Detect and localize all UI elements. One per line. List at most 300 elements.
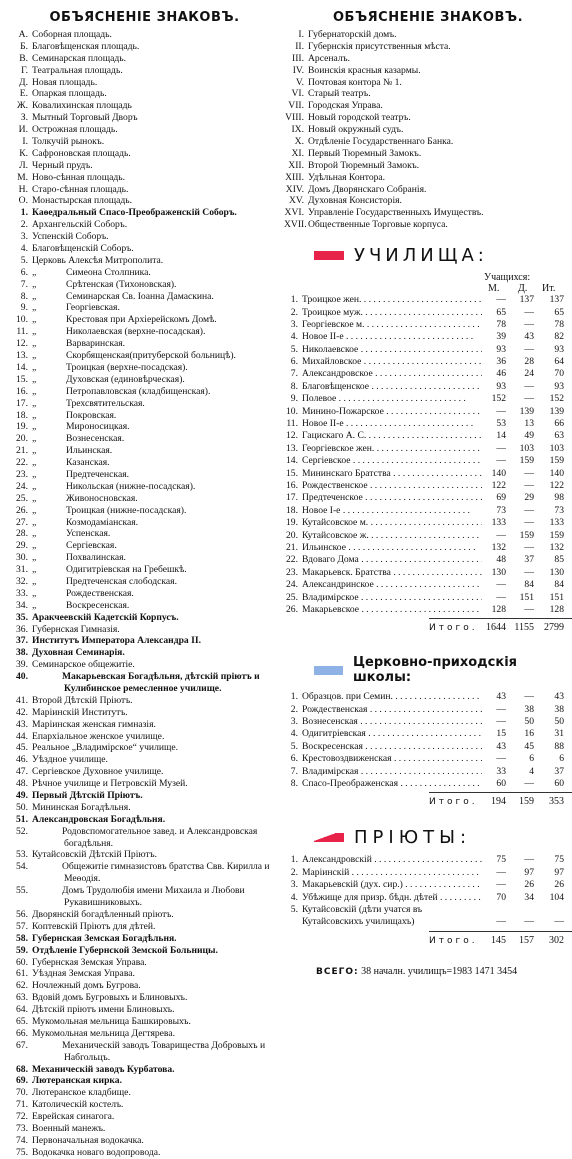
table-row (284, 542, 572, 554)
legend-item (0, 41, 281, 53)
legend-item (0, 802, 281, 814)
legend-key: 15. (16, 373, 28, 385)
table-row (284, 455, 572, 467)
row-number: 12. (286, 430, 298, 442)
table-row (284, 468, 572, 480)
legend-item (0, 921, 281, 933)
row-d: — (524, 504, 534, 516)
row-number: 18. (286, 504, 298, 516)
col-d-header: Д. (518, 283, 528, 295)
legend-key: VI. (291, 88, 304, 100)
legend-text: Домъ Трудолюбія имени Михаила и Любови Рукавишниковыхъ. (62, 885, 245, 909)
row-total: 159 (549, 455, 564, 467)
legend-key: 66. (16, 1027, 28, 1039)
legend-item (0, 576, 281, 588)
legend-text: Толкучій рынокъ. (32, 136, 105, 148)
legend-text-sub: Предтеченская. (66, 468, 130, 480)
row-m: — (496, 294, 506, 306)
legend-item (0, 195, 281, 207)
legend-item (0, 647, 281, 659)
legend-text: Кутайсовскій Дѣтскій Пріютъ. (32, 849, 157, 861)
row-name: Новое II-е . . . (302, 331, 482, 343)
row-name: Минино-Пожарское . . . (302, 406, 482, 418)
legend-text: Губернскія присутственныя мѣста. (308, 40, 451, 52)
row-m: — (496, 916, 506, 928)
row-total: 60 (554, 778, 564, 790)
legend-key: 4. (20, 243, 28, 255)
row-name: Кутайсовскій (дѣти учатся въ Кутайсовскихъ училищахъ) (302, 903, 423, 928)
total-d: 159 (519, 796, 534, 808)
row-d: — (524, 541, 534, 553)
row-total: 37 (554, 765, 564, 777)
row-total: 128 (549, 603, 564, 615)
row-total: 84 (554, 579, 564, 591)
row-name: Предтеченское . . . (302, 492, 482, 504)
total-i: 353 (549, 796, 564, 808)
legend-key: XVI. (284, 207, 304, 219)
row-number: 9. (290, 393, 298, 405)
legend-key: 60. (16, 956, 28, 968)
legend-text: Благовѣщенскій Соборъ. (32, 243, 134, 255)
legend-item (0, 540, 281, 552)
table-row (284, 368, 572, 380)
row-m: 48 (496, 554, 506, 566)
row-d: 159 (519, 529, 534, 541)
legend-text: Архангельскій Соборъ. (32, 219, 128, 231)
legend-key: 28. (16, 528, 28, 540)
row-total: 152 (549, 393, 564, 405)
legend-item (0, 302, 281, 314)
row-name: Троицкое жен. . . . (302, 294, 482, 306)
legend-item (0, 279, 281, 291)
row-name: Новое II-е . . . (302, 418, 482, 430)
total-m: 1644 (486, 622, 506, 634)
legend-item (0, 124, 281, 136)
legend-item (0, 1111, 281, 1123)
legend-item (0, 493, 281, 505)
row-m: — (496, 405, 506, 417)
legend-key: 30. (16, 552, 28, 564)
row-total: 82 (554, 331, 564, 343)
row-total: 88 (554, 740, 564, 752)
legend-item (0, 1004, 281, 1016)
total-i: 2799 (544, 622, 564, 634)
total-m: 145 (491, 934, 506, 946)
legend-item (284, 124, 572, 136)
row-total: 78 (554, 318, 564, 330)
legend-item (0, 790, 281, 802)
row-m: — (496, 591, 506, 603)
legend-text: Первоначальная водокачка. (32, 1134, 144, 1146)
legend-key: 10. (16, 314, 28, 326)
legend-item (0, 398, 281, 410)
shelters-heading (314, 827, 572, 848)
legend-item (0, 505, 281, 517)
legend-item (0, 564, 281, 576)
legend-text: Управленіе Государственныхъ Имуществъ. (308, 207, 484, 219)
legend-item (0, 338, 281, 350)
legend-item (0, 671, 281, 695)
legend-text: „ (32, 350, 37, 362)
legend-text: Домъ Дворянскаго Собранія. (308, 183, 427, 195)
row-d: — (524, 467, 534, 479)
legend-text: Первый Тюремный Замокъ. (308, 147, 422, 159)
row-total: 151 (549, 591, 564, 603)
table-row (284, 319, 572, 331)
legend-item (0, 445, 281, 457)
legend-text-sub: Сергіевская. (66, 540, 117, 552)
row-m: 73 (496, 504, 506, 516)
legend-item (0, 707, 281, 719)
legend-item (0, 957, 281, 969)
legend-key: І. (22, 136, 28, 148)
legend-item (0, 410, 281, 422)
col-m-header: М. (488, 283, 500, 295)
legend-key: В. (19, 52, 28, 64)
legend-text: Каѳедральный Спасо-Преображенскій Соборъ. (32, 207, 237, 219)
legend-key: Л. (19, 159, 28, 171)
legend-key: 18. (16, 409, 28, 421)
row-number: 14. (286, 455, 298, 467)
row-number: 4. (290, 891, 298, 903)
schools-total (429, 618, 572, 639)
legend-text-sub: Скорбященская(притуберской больницѣ). (66, 350, 236, 362)
legend-text-sub: Николаевская (верхне-посадская). (66, 326, 206, 338)
legend-item (0, 992, 281, 1004)
legend-item (0, 255, 281, 267)
row-m: 93 (496, 343, 506, 355)
legend-text: Губернская Гимназія. (32, 623, 120, 635)
pupils-header: Учащихся: (484, 272, 531, 284)
row-m: — (496, 716, 506, 728)
row-number: 21. (286, 541, 298, 553)
legend-text: „ (32, 290, 37, 302)
legend-text: Духовная Семинарія. (32, 647, 125, 659)
legend-key: 55. (16, 885, 28, 897)
legend-item (0, 588, 281, 600)
row-m: — (496, 879, 506, 891)
row-name: Мининскаго Братства . . . (302, 468, 482, 480)
legend-key: 70. (16, 1087, 28, 1099)
legend-text: Почтовая контора № 1. (308, 76, 402, 88)
row-total: 43 (554, 691, 564, 703)
legend-item (284, 184, 572, 196)
row-name: Вознесенская . . . (302, 716, 482, 728)
legend-key: III. (292, 52, 304, 64)
legend-text: Второй Дѣтскій Пріютъ. (32, 694, 133, 706)
legend-text: Удѣльная Контора. (308, 171, 386, 183)
legend-key: 7. (20, 278, 28, 290)
legend-text: Семинарское общежитіе. (32, 659, 135, 671)
legend-text: Мытный Торговый Дворъ (32, 112, 138, 124)
legend-text: Уѣздное училище. (32, 754, 108, 766)
shelters-total (429, 931, 572, 952)
legend-key: VIII. (285, 112, 304, 124)
legend-text: Родовспомогательное завед. и Александровская богадѣльня. (62, 825, 258, 849)
legend-text: „ (32, 302, 37, 314)
legend-item (0, 88, 281, 100)
legend-text: Старый театръ. (308, 88, 371, 100)
row-number: 4. (290, 728, 298, 740)
legend-text-sub: Ильинская. (66, 445, 113, 457)
row-number: 1. (290, 691, 298, 703)
legend-text-sub: Трехсвятительская. (66, 397, 145, 409)
legend-text: „ (32, 480, 37, 492)
legend-key: О. (18, 195, 28, 207)
legend-text-sub: Живоносновская. (66, 492, 138, 504)
legend-text: Ночлежный домъ Бугрова. (32, 980, 141, 992)
row-m: 70 (496, 891, 506, 903)
legend-text-sub: Одигитріевская на Гребешкѣ. (66, 564, 187, 576)
legend-key: 47. (16, 766, 28, 778)
row-d: 159 (519, 455, 534, 467)
total-label: Итого. (429, 935, 478, 946)
schools-title: УЧИЛИЩА: (354, 245, 488, 267)
legend-item (0, 350, 281, 362)
legend-item (0, 754, 281, 766)
legend-key: 42. (16, 706, 28, 718)
total-label: Итого. (429, 797, 478, 808)
col-total-header: Ит. (542, 283, 556, 295)
legend-key: 75. (16, 1146, 28, 1158)
legend-text: Отдѣленіе Государственнаго Банка. (308, 136, 454, 148)
row-m: — (496, 455, 506, 467)
legend-text: „ (32, 599, 37, 611)
row-name: Одигитріевская . . . (302, 728, 482, 740)
row-m: — (496, 529, 506, 541)
legend-key: 64. (16, 1004, 28, 1016)
legend-list-right (284, 29, 572, 231)
total-label: Итого. (429, 623, 478, 634)
legend-key: 50. (16, 801, 28, 813)
legend-text: Семинарская площадь. (32, 52, 127, 64)
parish-total (429, 792, 572, 813)
row-d: 45 (524, 740, 534, 752)
table-row (284, 443, 572, 455)
row-m: 33 (496, 765, 506, 777)
legend-text-sub: Семинарская Св. Іоанна Дамаскина. (66, 290, 214, 302)
row-m: — (496, 866, 506, 878)
row-m: 60 (496, 778, 506, 790)
legend-key: 34. (16, 599, 28, 611)
legend-key: 2. (20, 219, 28, 231)
legend-text: „ (32, 421, 37, 433)
legend-text: Вдовій домъ Бугровыхъ и Блиновыхъ. (32, 992, 188, 1004)
legend-key: 12. (16, 338, 28, 350)
legend-item (0, 1123, 281, 1135)
row-number: 25. (286, 591, 298, 603)
row-name: Михайловское . . . (302, 356, 482, 368)
row-d: 97 (524, 866, 534, 878)
legend-text: „ (32, 445, 37, 457)
row-d: 50 (524, 716, 534, 728)
legend-item (0, 552, 281, 564)
legend-key: XV. (288, 195, 304, 207)
row-m: 14 (496, 430, 506, 442)
table-row (284, 753, 572, 765)
row-m: 43 (496, 691, 506, 703)
row-total: 70 (554, 368, 564, 380)
legend-item (0, 291, 281, 303)
row-total: 140 (549, 467, 564, 479)
legend-item (284, 112, 572, 124)
table-row (284, 530, 572, 542)
row-name: Спасо-Преображенская . . . (302, 778, 482, 790)
legend-text: Макарьевская Богадѣльня, дѣтскій пріютъ и Кулибинское ремесленное училище. (62, 671, 260, 694)
table-row (284, 892, 572, 904)
row-number: 1. (290, 854, 298, 866)
legend-item (0, 267, 281, 279)
table-row (284, 854, 572, 866)
row-m: 36 (496, 356, 506, 368)
legend-text-sub: Георгіевская. (66, 302, 120, 314)
row-d: — (524, 778, 534, 790)
legend-key: 6. (20, 266, 28, 278)
legend-item (0, 1040, 281, 1064)
legend-item (0, 469, 281, 481)
row-d: — (524, 691, 534, 703)
legend-item (0, 849, 281, 861)
row-name: Убѣжище для призр. бѣдн. дѣтей . . . (302, 892, 482, 904)
legend-key: 72. (16, 1111, 28, 1123)
legend-text: Лютеранское кладбище. (32, 1087, 131, 1099)
row-d: — (524, 854, 534, 866)
row-name: Макарьевское . . . (302, 604, 482, 616)
legend-item (0, 885, 281, 909)
legend-item (0, 1028, 281, 1040)
legend-text: Отдѣленіе Губернской Земской Больницы. (32, 944, 218, 956)
legend-key: IV. (292, 64, 304, 76)
legend-text: „ (32, 409, 37, 421)
parish-heading (314, 655, 572, 685)
legend-text: Театральная площадь. (32, 64, 123, 76)
row-name: Сергіевское . . . (302, 455, 482, 467)
legend-key: Ж. (17, 100, 28, 112)
row-d: — (524, 916, 534, 928)
total-d: 157 (519, 934, 534, 946)
legend-text: „ (32, 314, 37, 326)
legend-text: Второй Тюремный Замокъ. (308, 159, 420, 171)
legend-item (0, 314, 281, 326)
grand-total-text: 38 началн. училищъ=1983 1471 3454 (361, 965, 518, 977)
total-d: 1155 (514, 622, 534, 634)
legend-key: 14. (16, 361, 28, 373)
row-m: 140 (491, 467, 506, 479)
legend-key: I. (298, 29, 304, 40)
row-total: 93 (554, 343, 564, 355)
row-total: 65 (554, 306, 564, 318)
legend-item (0, 160, 281, 172)
legend-right-column (284, 0, 572, 977)
row-m: 53 (496, 418, 506, 430)
legend-item (284, 136, 572, 148)
row-name: Полевое . . . (302, 393, 482, 405)
legend-list-left (0, 29, 281, 1159)
row-total: 132 (549, 541, 564, 553)
legend-text-sub: Срѣтенская (Тихоновская). (66, 278, 177, 290)
legend-text: Маріинскій Институтъ. (32, 706, 128, 718)
schools-table (284, 294, 572, 616)
parish-title: Церковно-приходскія школы: (353, 655, 518, 686)
legend-text-sub: Похвалинская. (66, 552, 126, 564)
row-number: 16. (286, 480, 298, 491)
legend-key: VII. (288, 100, 304, 112)
legend-key: 20. (16, 433, 28, 445)
table-row (284, 741, 572, 753)
legend-title-right: ОБЪЯСНЕНІЕ ЗНАКОВЪ. (332, 10, 524, 25)
row-name: Ильинское . . . (302, 542, 482, 554)
legend-key: Г. (21, 64, 28, 76)
table-row (284, 728, 572, 740)
legend-key: IX. (291, 124, 304, 136)
legend-text: Институтъ Императора Александра II. (32, 635, 201, 647)
table-row (284, 554, 572, 566)
legend-key: 44. (16, 730, 28, 742)
row-number: 20. (286, 529, 298, 541)
legend-text: Воинскія красныя казармы. (308, 64, 421, 76)
legend-item (284, 41, 572, 53)
legend-text: Соборная площадь. (32, 29, 112, 40)
legend-text: „ (32, 373, 37, 385)
legend-text: Арсеналъ. (308, 52, 350, 64)
legend-key: 24. (16, 480, 28, 492)
legend-text: „ (32, 361, 37, 373)
row-number: 5. (290, 343, 298, 355)
row-m: 39 (496, 331, 506, 343)
legend-text: Военный манежъ. (32, 1123, 106, 1135)
row-d: — (524, 517, 534, 529)
row-name: Рождественское . . . (302, 480, 482, 492)
row-number: 8. (290, 380, 298, 392)
legend-text: Губернаторскій домъ. (308, 29, 397, 40)
row-name: Георгіевское м. . . . (302, 319, 482, 331)
row-m: 152 (491, 393, 506, 405)
legend-key: 45. (16, 742, 28, 754)
legend-key: 27. (16, 516, 28, 528)
row-number: 22. (286, 554, 298, 566)
legend-text-sub: Предтеченская слободская. (66, 575, 177, 587)
legend-item (0, 231, 281, 243)
row-d: — (524, 603, 534, 615)
table-row (284, 381, 572, 393)
row-total: 75 (554, 854, 564, 866)
row-m: 15 (496, 728, 506, 740)
legend-text: Новый окружный судъ. (308, 124, 404, 136)
legend-item (0, 909, 281, 921)
legend-item (0, 433, 281, 445)
table-row (284, 766, 572, 778)
legend-text-sub: Покровская. (66, 409, 117, 421)
legend-item (0, 219, 281, 231)
legend-text: „ (32, 397, 37, 409)
legend-item (0, 362, 281, 374)
legend-item (0, 659, 281, 671)
row-total: 85 (554, 554, 564, 566)
row-total: 98 (554, 492, 564, 504)
legend-text: Общежитіе гимназистовъ братства Свв. Кирилла и Меѳодія. (62, 861, 270, 885)
legend-item (0, 1016, 281, 1028)
legend-item (284, 207, 572, 219)
legend-text-sub: Троицкая (нижне-посадская). (66, 504, 187, 516)
row-number: 19. (286, 517, 298, 529)
legend-key: 43. (16, 718, 28, 730)
legend-key: З. (20, 112, 28, 124)
legend-item (0, 826, 281, 850)
row-number: 6. (290, 753, 298, 765)
legend-text: Губернская Земская Управа. (32, 956, 147, 968)
legend-key: 25. (16, 492, 28, 504)
row-name: Образцов. при Семин. . . . (302, 691, 482, 703)
